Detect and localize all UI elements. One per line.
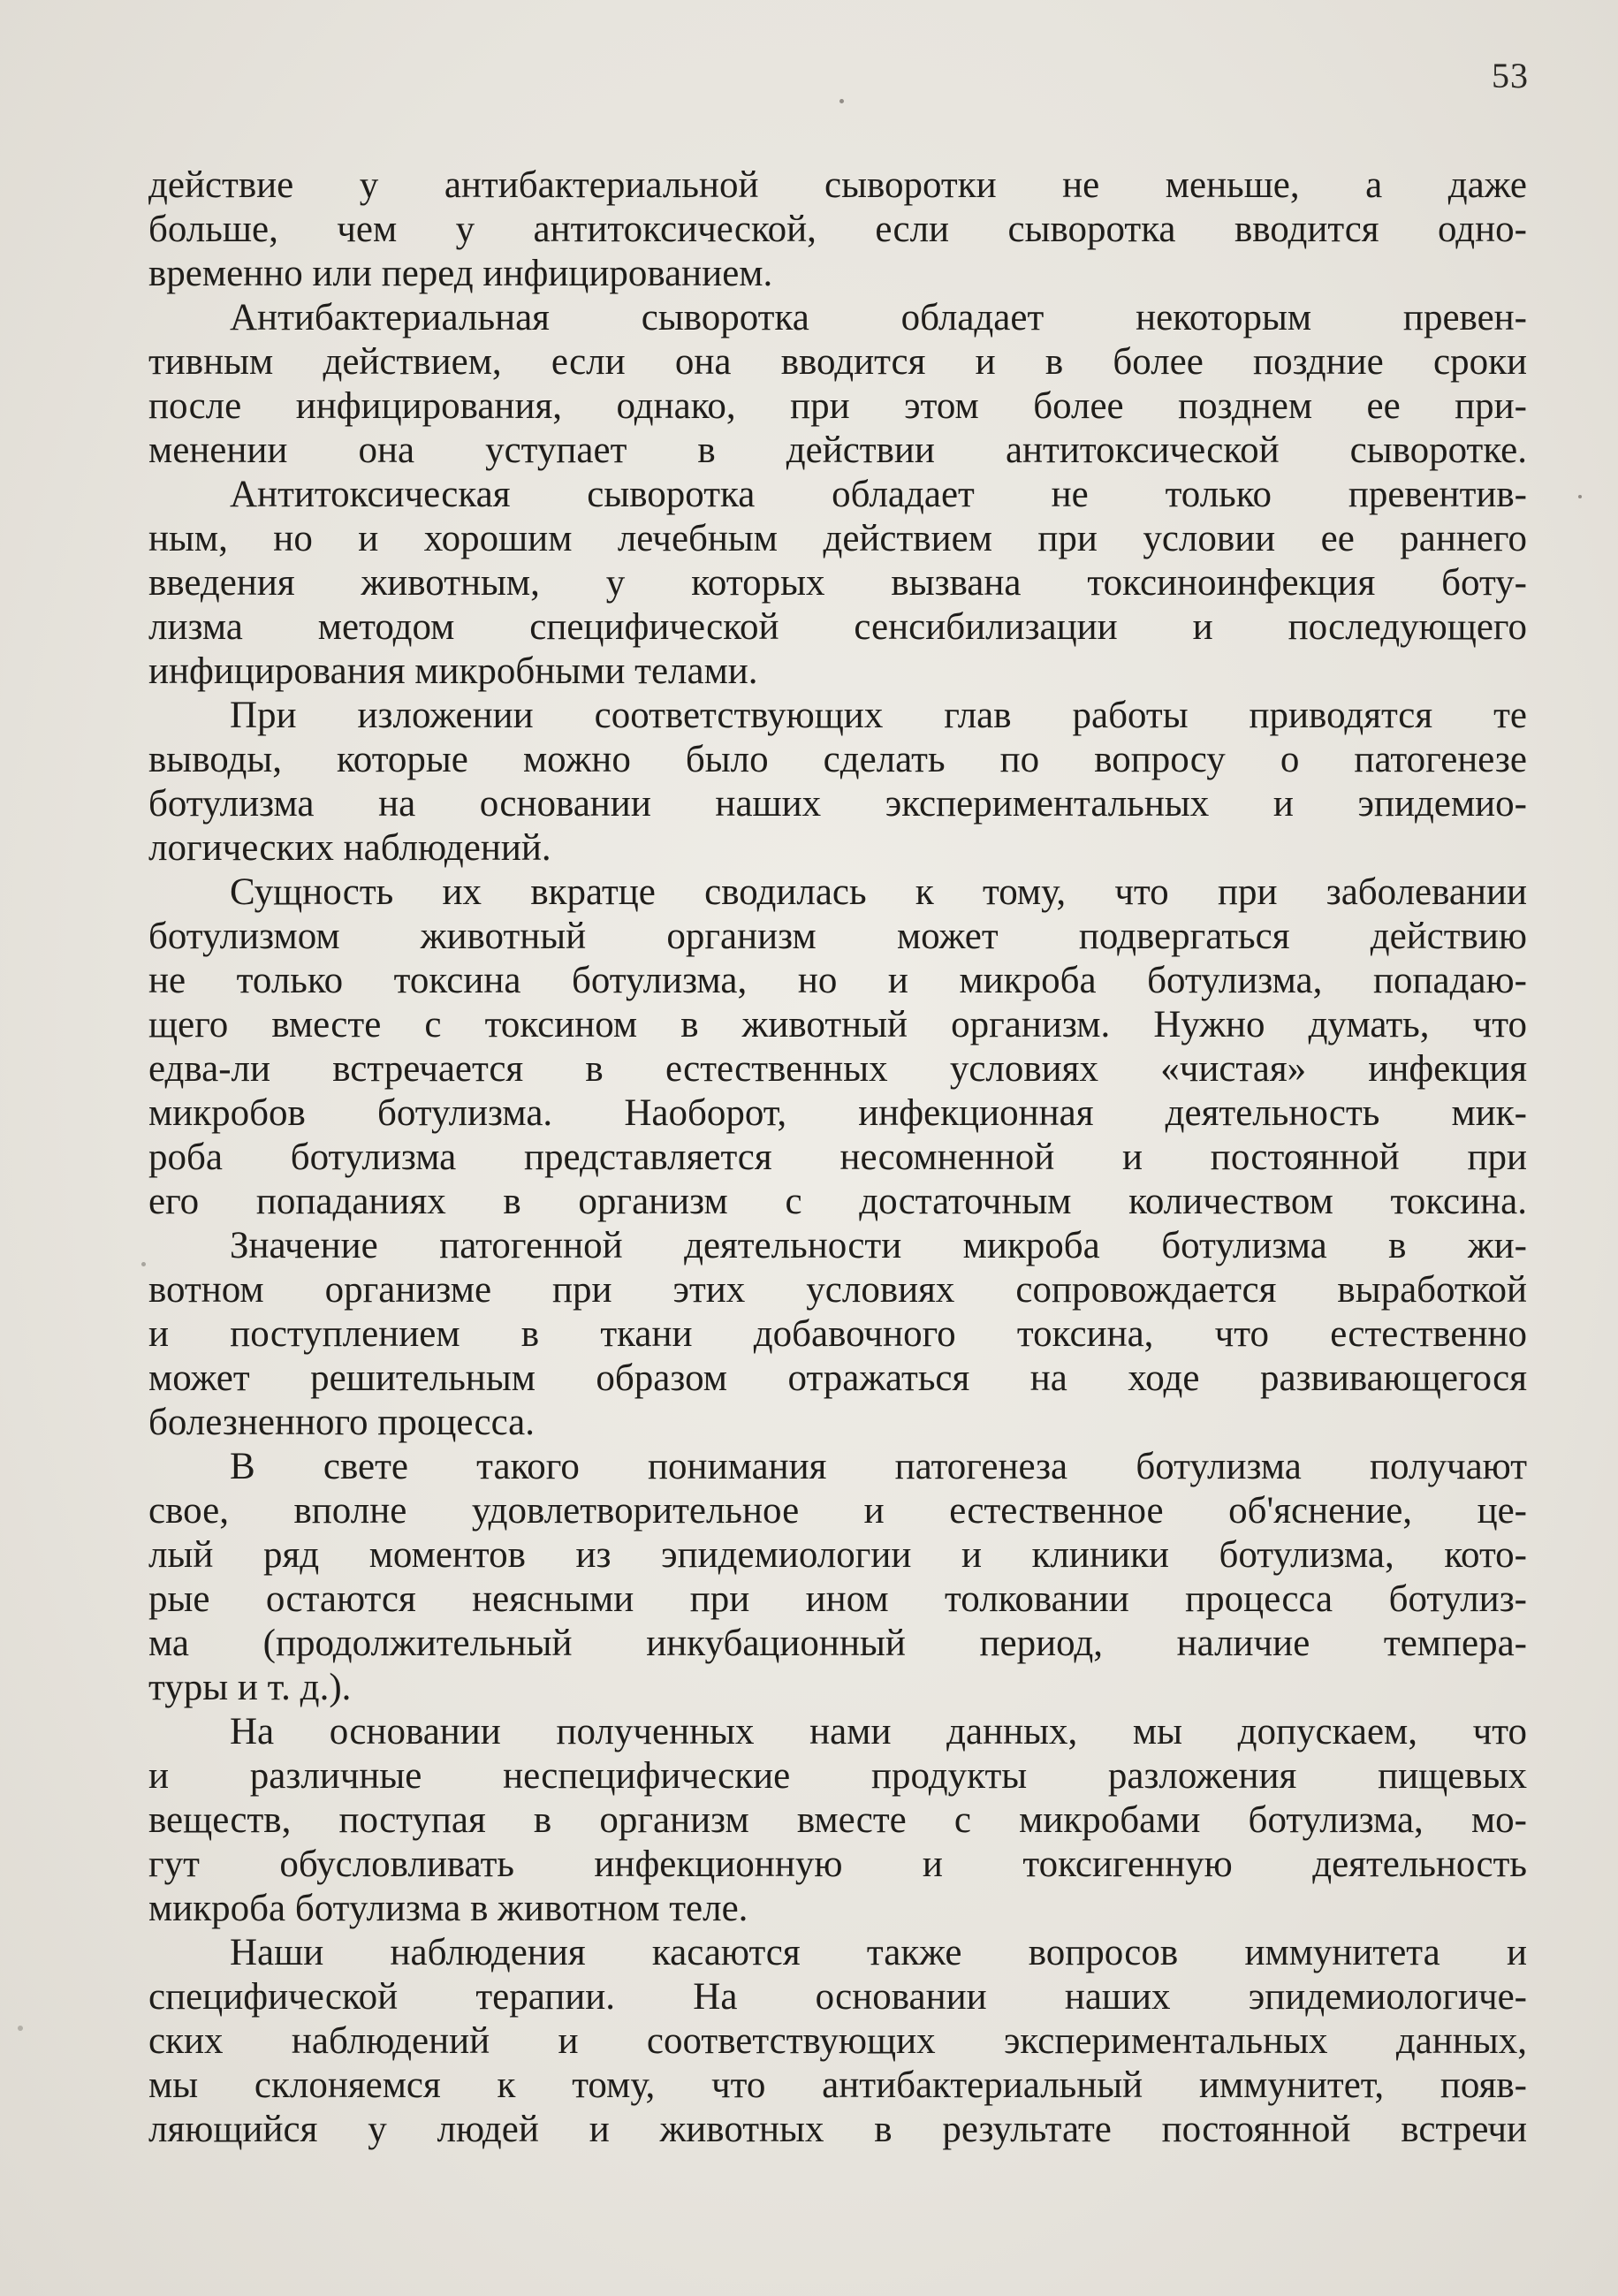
page-number: 53 xyxy=(1492,56,1529,95)
text-line: лизма методом специфической сенсибилизации и последующего xyxy=(148,606,1527,648)
text-line: ских наблюдений и соответствующих экспериментальных данных, xyxy=(148,2020,1527,2062)
text-line: микроба ботулизма в животном теле. xyxy=(148,1888,748,1929)
text-line: микробов ботулизма. Наоборот, инфекционная деятельность мик- xyxy=(148,1092,1527,1134)
text-line: Антитоксическая сыворотка обладает не только превентив- xyxy=(230,474,1527,515)
text-line: Наши наблюдения касаются также вопросов иммунитета и xyxy=(230,1932,1527,1973)
text-line: ным, но и хорошим лечебным действием при условии ее раннего xyxy=(148,518,1527,559)
text-line: Сущность их вкратце сводилась к тому, что при заболевании xyxy=(230,871,1527,913)
text-line: тивным действием, если она вводится и в более поздние сроки xyxy=(148,341,1527,383)
paper-speck xyxy=(18,2026,23,2031)
text-line: и поступлением в ткани добавочного токсина, что естественно xyxy=(148,1313,1527,1355)
text-line: роба ботулизма представляется несомненной и постоянной при xyxy=(148,1137,1527,1178)
text-line: ляющийся у людей и животных в результате постоянной встречи xyxy=(148,2109,1527,2150)
text-line: свое, вполне удовлетворительное и естественное об'яснение, це- xyxy=(148,1490,1527,1532)
text-line: лый ряд моментов из эпидемиологии и клиники ботулизма, кото- xyxy=(148,1534,1527,1576)
text-line: менении она уступает в действии антитоксической сыворотке. xyxy=(148,430,1527,471)
text-line: временно или перед инфицированием. xyxy=(148,253,773,294)
text-line: введения животным, у которых вызвана токсиноинфекция боту- xyxy=(148,562,1527,604)
paper-speck xyxy=(141,1262,146,1266)
text-line: едва-ли встречается в естественных условиях «чистая» инфекция xyxy=(148,1048,1527,1090)
text-line: ма (продолжительный инкубационный период, наличие темпера- xyxy=(148,1623,1527,1664)
text-line: ботулизмом животный организм может подвергаться действию xyxy=(148,916,1527,957)
text-line: не только токсина ботулизма, но и микроба ботулизма, попадаю- xyxy=(148,960,1527,1001)
paper-speck xyxy=(1578,495,1582,498)
text-line: ботулизма на основании наших экспериментальных и эпидемио- xyxy=(148,783,1527,825)
text-line: На основании полученных нами данных, мы допускаем, что xyxy=(230,1711,1527,1752)
text-line: веществ, поступая в организм вместе с микробами ботулизма, мо- xyxy=(148,1799,1527,1841)
text-line: после инфицирования, однако, при этом более позднем ее при- xyxy=(148,385,1527,427)
text-line: инфицирования микробными телами. xyxy=(148,650,758,692)
text-line: мы склоняемся к тому, что антибактериальный иммунитет, появ- xyxy=(148,2064,1527,2106)
text-line: щего вместе с токсином в животный организм. Нужно думать, что xyxy=(148,1004,1527,1045)
text-line: выводы, которые можно было сделать по вопросу о патогенезе xyxy=(148,739,1527,780)
body-text xyxy=(148,163,1527,2152)
text-line: и различные неспецифические продукты разложения пищевых xyxy=(148,1755,1527,1797)
text-line: болезненного процесса. xyxy=(148,1402,536,1443)
text-line: Антибактериальная сыворотка обладает некоторым превен- xyxy=(230,297,1527,338)
text-line: Значение патогенной деятельности микроба ботулизма в жи- xyxy=(230,1225,1527,1266)
text-line: При изложении соответствующих глав работы приводятся те xyxy=(230,695,1527,736)
text-line: логических наблюдений. xyxy=(148,827,551,869)
text-line: рые остаются неясными при ином толковании процесса ботулиз- xyxy=(148,1578,1527,1620)
text-line: В свете такого понимания патогенеза ботулизма получают xyxy=(230,1446,1527,1487)
text-line: больше, чем у антитоксической, если сыворотка вводится одно- xyxy=(148,209,1527,250)
text-line: туры и т. д.). xyxy=(148,1667,352,1708)
text-line: вотном организме при этих условиях сопровождается выработкой xyxy=(148,1269,1527,1311)
text-line: его попаданиях в организм с достаточным количеством токсина. xyxy=(148,1181,1527,1222)
text-line: специфической терапии. На основании наших эпидемиологиче- xyxy=(148,1976,1527,2018)
text-line: может решительным образом отражаться на ходе развивающегося xyxy=(148,1357,1527,1399)
text-line: гут обусловливать инфекционную и токсигенную деятельность xyxy=(148,1844,1527,1885)
paper-speck xyxy=(839,99,844,103)
text-line: действие у антибактериальной сыворотки не меньше, а даже xyxy=(148,164,1527,206)
